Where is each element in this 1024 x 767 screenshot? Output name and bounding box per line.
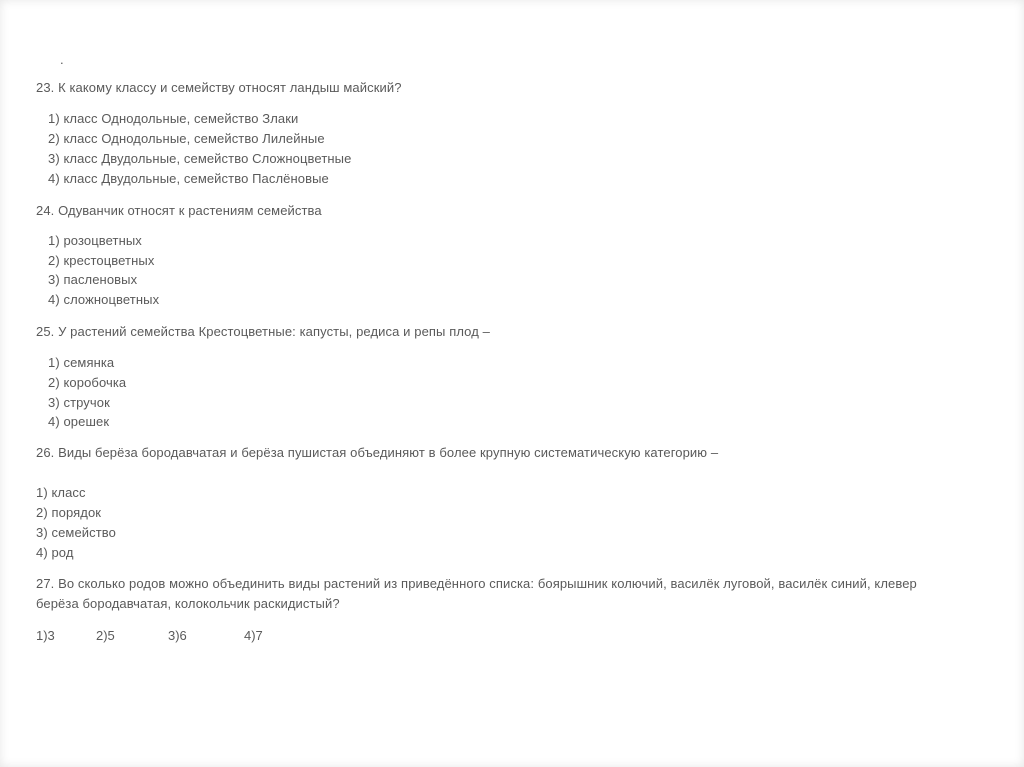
question-27-option-4: 4)7 [244, 628, 263, 643]
question-24-option-4: 4) сложноцветных [48, 292, 160, 307]
question-23: 23. К какому классу и семейству относят ландыш майский? [36, 80, 402, 95]
question-26-option-4: 4) род [36, 545, 74, 560]
question-24-option-2: 2) крестоцветных [48, 253, 155, 268]
question-27-line-1: 27. Во сколько родов можно объединить виды растений из приведённого списка: боярышник колючий, василёк луговой, василёк синий, клевер [36, 576, 917, 591]
question-25-option-2: 2) коробочка [48, 375, 127, 390]
question-27-option-3: 3)6 [168, 628, 187, 643]
question-26: 26. Виды берёза бородавчатая и берёза пушистая объединяют в более крупную систематическую категорию – [36, 445, 719, 460]
question-27-option-2: 2)5 [96, 628, 115, 643]
question-26-option-1: 1) класс [36, 485, 86, 500]
page-marker: . [60, 52, 64, 67]
question-25: 25. У растений семейства Крестоцветные: капусты, редиса и репы плод – [36, 324, 490, 339]
question-23-option-4: 4) класс Двудольные, семейство Паслёновые [48, 171, 329, 186]
question-25-option-4: 4) орешек [48, 414, 110, 429]
question-27-option-1: 1)3 [36, 628, 55, 643]
question-26-option-3: 3) семейство [36, 525, 116, 540]
question-24: 24. Одуванчик относят к растениям семейства [36, 203, 322, 218]
question-23-option-3: 3) класс Двудольные, семейство Сложноцветные [48, 151, 352, 166]
question-24-option-1: 1) розоцветных [48, 233, 142, 248]
question-24-option-3: 3) пасленовых [48, 272, 138, 287]
question-23-option-1: 1) класс Однодольные, семейство Злаки [48, 111, 299, 126]
question-26-option-2: 2) порядок [36, 505, 102, 520]
question-25-option-3: 3) стручок [48, 395, 110, 410]
question-27-line-2: берёза бородавчатая, колокольчик раскидистый? [36, 596, 340, 611]
question-25-option-1: 1) семянка [48, 355, 115, 370]
question-23-option-2: 2) класс Однодольные, семейство Лилейные [48, 131, 325, 146]
